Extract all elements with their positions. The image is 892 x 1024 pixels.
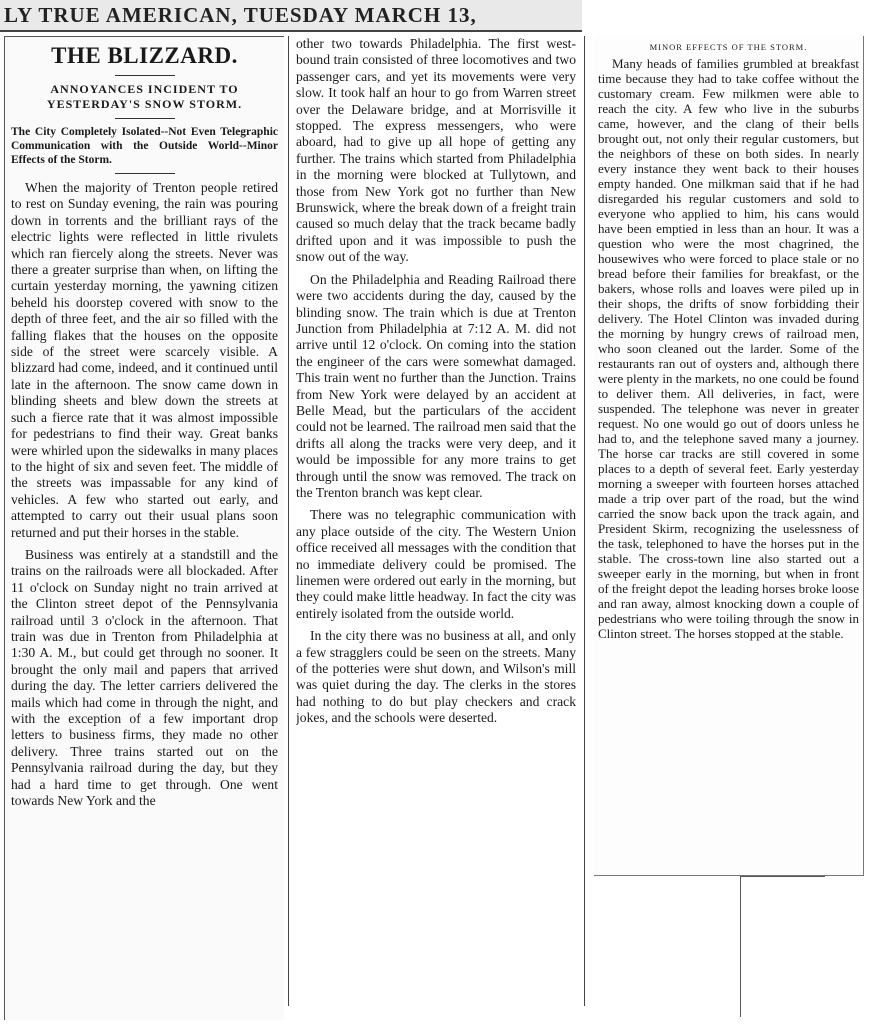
column-two <box>296 36 576 1006</box>
column-rule <box>288 36 289 1006</box>
paragraph: When the majority of Trenton people retired to rest on Sunday evening, the rain was pouring down in torrents and the brilliant rays of the electric lights were reflected in little rivulets which ran fiercely along the streets. Never was there a greater surprise than when, on lifting the curtain yesterday morning, the yawning citizen beheld his doorstep covered with snow to the depth of three feet, and the air so filled with the falling flakes that the houses on the opposite side of the street were scarcely visible. A blizzard had come, indeed, and it continued until late in the afternoon. The snow came down in blinding sheets and blew down the streets at such a fierce rate that it was almost impossible for pedestrians to find their way. Great banks were whirled upon the sidewalks in many places to the hight of six and seven feet. The middle of the streets was impassable for any kind of vehicles. A few who started out early, and attempted to carry out their usual plans soon returned and put their horses in the stable. <box>11 180 278 540</box>
paragraph: On the Philadelphia and Reading Railroad there were two accidents during the day, caused by the blinding snow. The train which is due at Trenton Junction from Philadelphia at 7:12 A. M. did not arrive until 12 o'clock. On coming into the station the engineer of the cars were somewhat damaged. This train went no further than the Junction. Trains from New York were delayed by an accident at Belle Mead, but the particulars of the accident could not be learned. The railroad men said that the drifts all along the tracks were very deep, and it would be impossible for any more trains to get through until the snow was removed. The track on the Trenton branch was kept clear. <box>296 271 576 500</box>
divider <box>115 75 175 76</box>
headline: THE BLIZZARD. <box>51 43 238 68</box>
section-heading: MINOR EFFECTS OF THE STORM. <box>649 42 808 52</box>
clipping-edge <box>740 876 825 1017</box>
paragraph: In the city there was no business at all, and only a few stragglers could be seen on the streets. Many of the potteries were shut down, and Wilson's mill was quiet during the day. The clerks in the stores had nothing to do but play checkers and crack jokes, and the schools were deserted. <box>296 628 576 726</box>
paragraph: Many heads of families grumbled at breakfast time because they had to take coffee without the customary cream. Few milkmen were able to reach the city. A few who live in the suburbs came, however, and the clang of their bells brought out, not only their regular customers, but the neighbors of these on both sides. In nearly every instance they went back to their houses empty handed. One milkman said that if he had disregarded his regular customers and sold to everyone who applied to him, his cans would have been emptied in less than an hour. It was a question who were the most chagrined, the housewives who were forced to place stale or no bread before their families for breakfast, or the bakers, whose rolls and loaves were piled up in their shops, the drifts of snow forbidding their delivery. The Hotel Clinton was invaded during the morning by hungry crews of railroad men, who soon cleaned out the larder. Some of the restaurants ran out of oysters and, although there were plenty in the markets, no one could be found to deliver them. All deliveries, in fact, were suspended. The telephone was never in greater request. No one would go out of doors unless he had to, and the telephone saved many a journey. The horse car tracks are still covered in some places to a depth of several feet. Early yesterday morning a sweeper with fourteen horses attached made a trip over part of the road, but the wind carried the snow back upon the track again, and President Skirm, recognizing the uselessness of the task, telephoned to have the horses put in the stable. The cross-town line also started out a sweeper early in the morning, but when in front of the freight depot the leading horses broke loose and ran away, almost knocking down a couple of pedestrians who were toiling through the snow in Clinton street. The horses stopped at the stable. <box>598 56 859 641</box>
divider <box>115 118 175 119</box>
masthead-title: LY TRUE AMERICAN, TUESDAY MARCH 13, <box>4 3 477 27</box>
deck: ANNOYANCES INCIDENT TO YESTERDAY'S SNOW STORM. <box>46 82 243 111</box>
column-one <box>4 36 284 1020</box>
divider <box>115 173 175 174</box>
column-rule <box>584 36 585 1006</box>
column-three <box>594 36 864 876</box>
paragraph: other two towards Philadelphia. The first west-bound train consisted of three locomotives and two passenger cars, and yet its movements were very slow. It took half an hour to go from Warren street over the Delaware bridge, and at Morrisville it stopped. The express messengers, who were aboard, had to give up all hope of getting any further. The trains which started from Philadelphia in the morning were blocked at Tullytown, and those from New York got no further than New Brunswick, where the break down of a freight train caused so much delay that the track became badly drifted upon and it was impossible to push the snow out of the way. <box>296 36 576 265</box>
paragraph: There was no telegraphic communication with any place outside of the city. The Western Union office received all messages with the condition that no immediate delivery could be promised. The linemen were ordered out early in the morning, but they could make little headway. In fact the city was entirely isolated from the outside world. <box>296 507 576 621</box>
paragraph: Business was entirely at a standstill and the trains on the railroads were all blockaded. After 11 o'clock on Sunday night no train arrived at the Clinton street depot of the Pennsylvania railroad until 3 o'clock in the afternoon. That train was due in Trenton from Philadelphia at 1:30 A. M., but could get through no sooner. It brought the only mail and papers that arrived during the day. The letter carriers delivered the mails which had come in through the night, and with the exception of a few important drop letters to business firms, they made no other delivery. Three trains started out on the Pennsylvania railroad during the day, but they had a hard time to get through. One went towards New York and the <box>11 546 278 809</box>
masthead <box>0 0 582 32</box>
subdeck: The City Completely Isolated--Not Even Telegraphic Communication with the Outside World--Minor Effects of the Storm. <box>11 126 278 166</box>
